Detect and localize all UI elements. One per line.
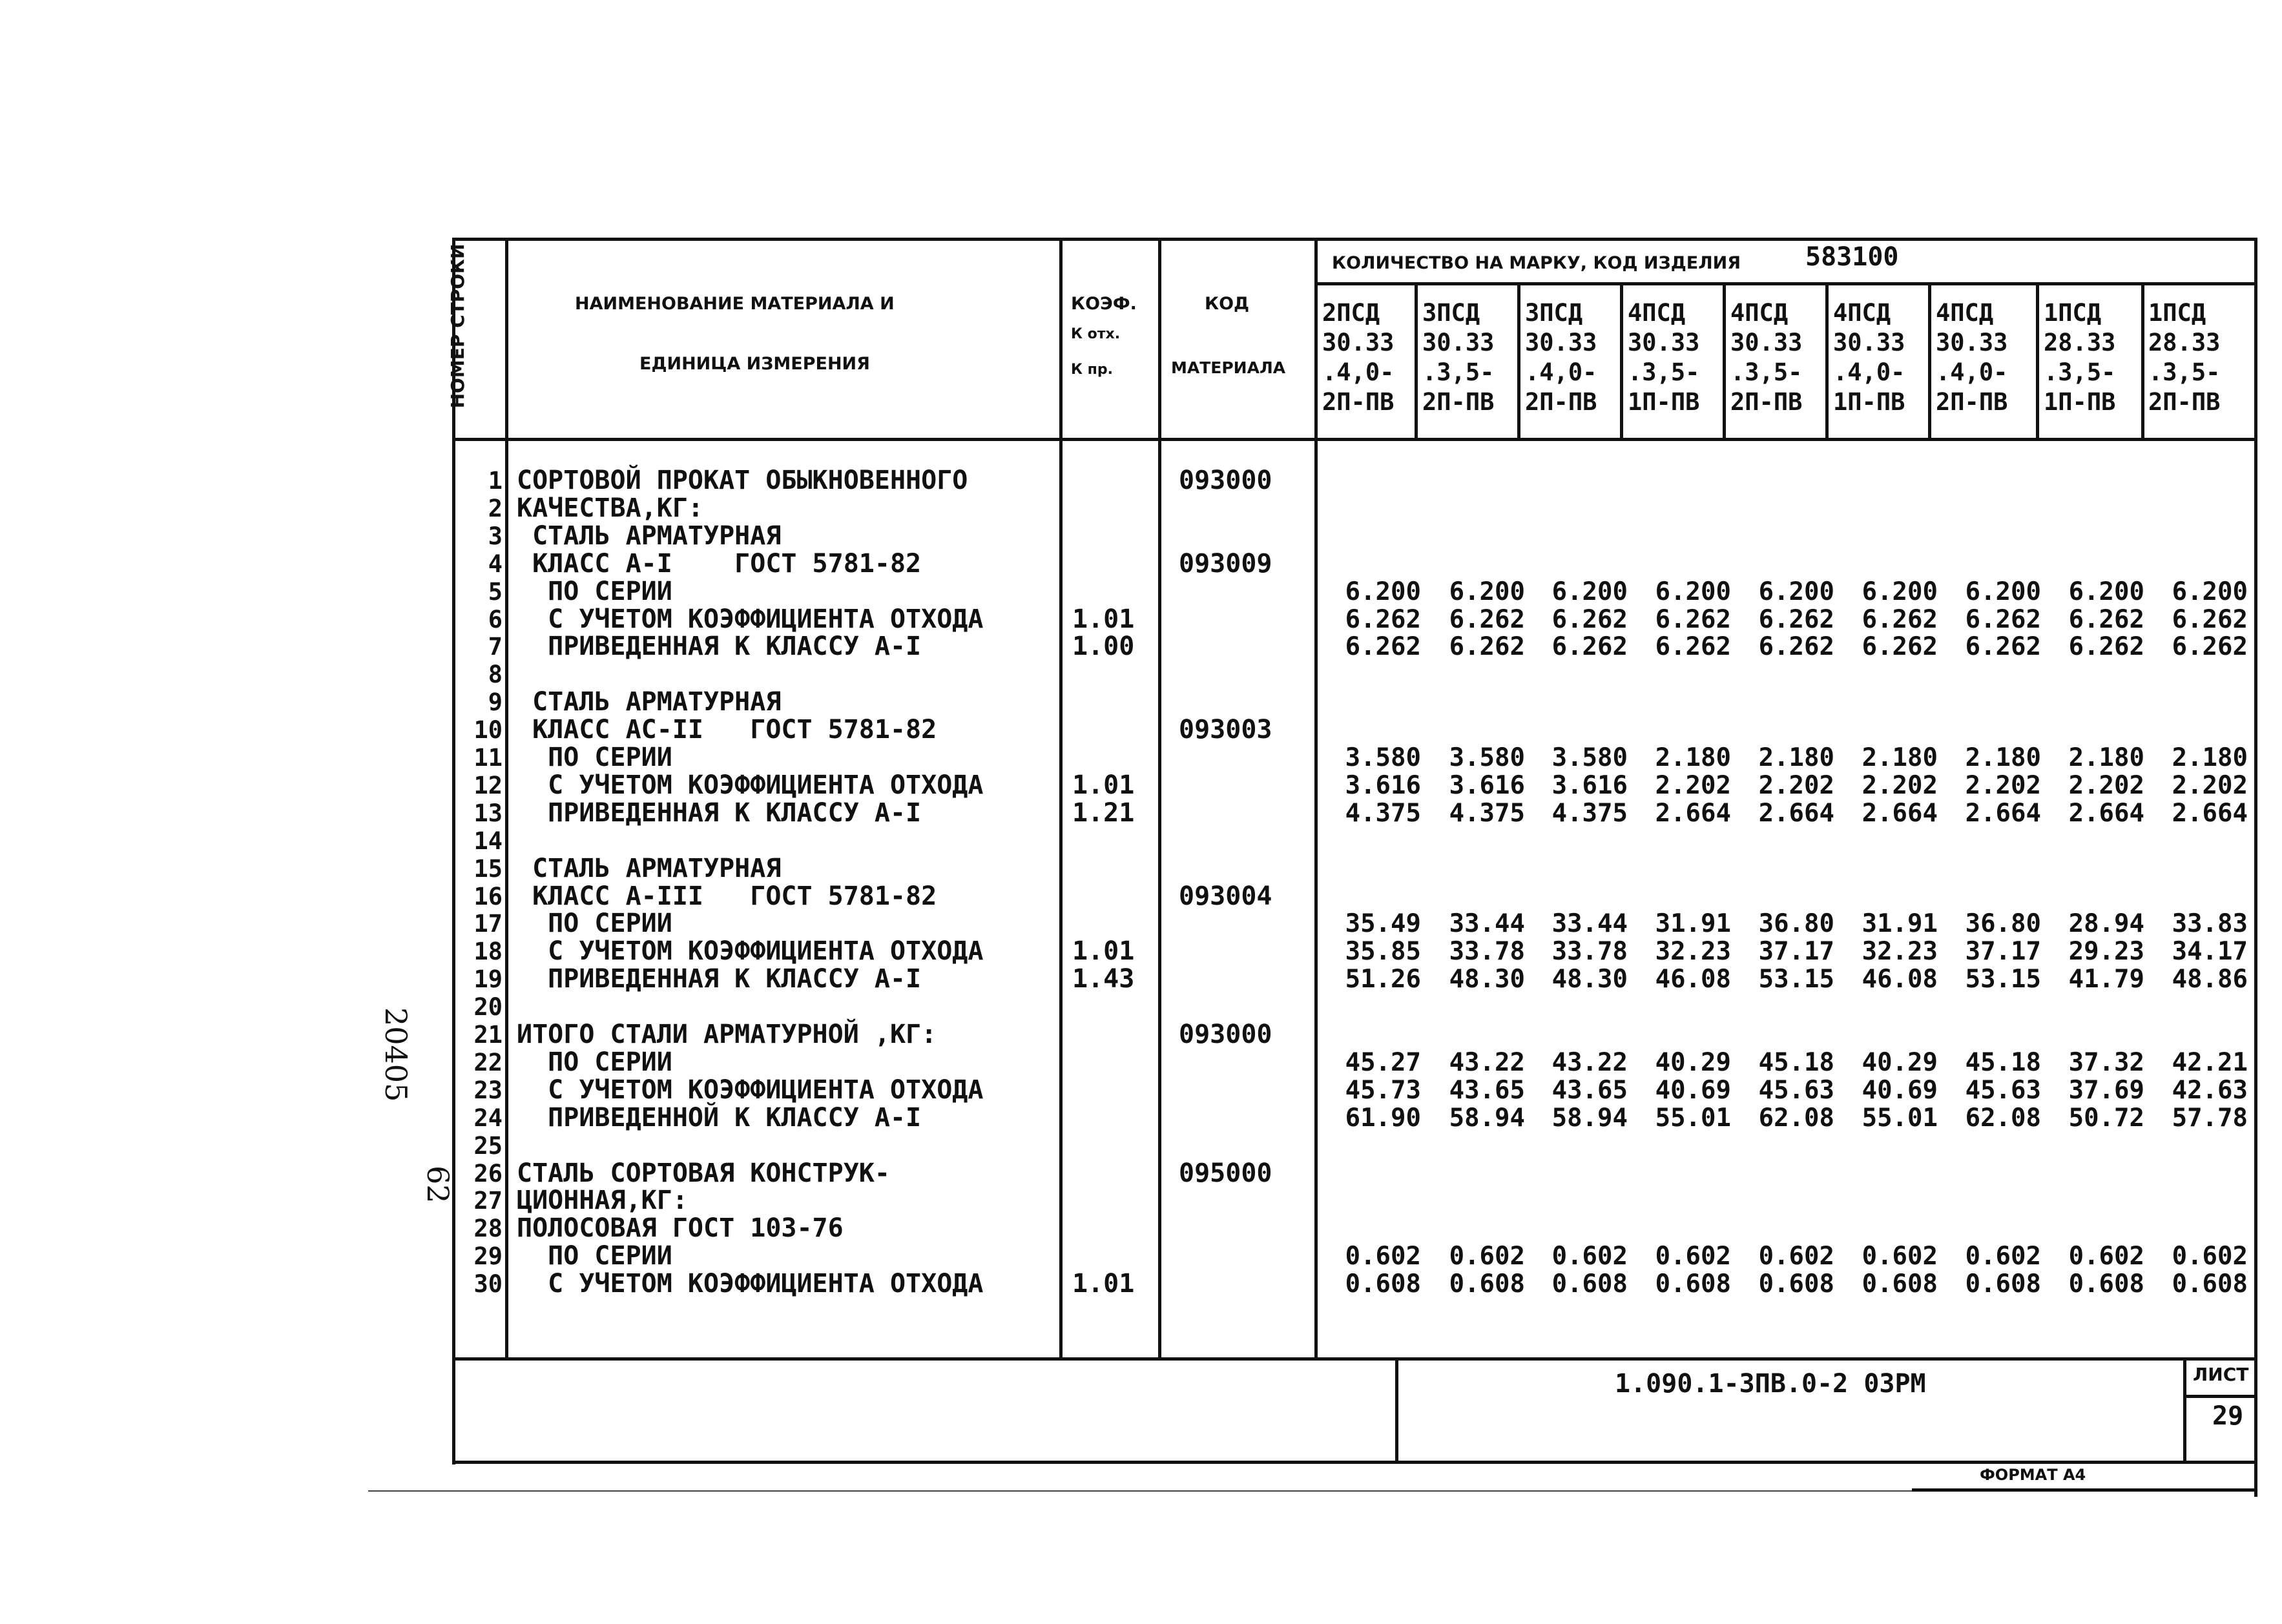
quantity-value: 40.29 bbox=[1862, 1048, 1938, 1077]
scan-edge-line bbox=[368, 1490, 1912, 1492]
quantity-value: 37.32 bbox=[2068, 1048, 2144, 1077]
waste-coefficient: 1.43 bbox=[1072, 964, 1135, 994]
quantity-value: 0.602 bbox=[1449, 1242, 1525, 1271]
material-name: ПРИВЕДЕННОЙ К КЛАССУ А-I bbox=[517, 1103, 922, 1133]
material-name: КАЧЕСТВА,КГ: bbox=[517, 493, 703, 523]
product-code: 583100 bbox=[1805, 242, 1899, 272]
brand-column-header bbox=[1422, 298, 1519, 417]
quantity-value: 53.15 bbox=[1965, 965, 2041, 994]
quantity-value: 6.262 bbox=[1862, 605, 1938, 634]
quantity-value: 0.602 bbox=[1551, 1242, 1628, 1271]
quantity-value: 28.94 bbox=[2068, 909, 2144, 938]
row-number: 4 bbox=[488, 550, 503, 578]
quantity-value: 45.63 bbox=[1758, 1076, 1834, 1105]
quantity-value: 6.262 bbox=[2172, 605, 2248, 634]
quantity-value: 45.18 bbox=[1758, 1048, 1834, 1077]
quantity-value: 32.23 bbox=[1655, 937, 1731, 966]
brand-header-line: 2П-ПВ bbox=[1936, 388, 2008, 416]
format-label: ФОРМАТ А4 bbox=[1980, 1466, 2086, 1484]
brand-header-line: 30.33 bbox=[1525, 329, 1597, 356]
row-number: 24 bbox=[473, 1104, 503, 1132]
quantity-value: 62.08 bbox=[1758, 1104, 1834, 1133]
brand-header-line: 1П-ПВ bbox=[2044, 388, 2116, 416]
sheet-label: ЛИСТ bbox=[2193, 1364, 2249, 1385]
quantity-value: 46.08 bbox=[1862, 965, 1938, 994]
material-name: С УЧЕТОМ КОЭФФИЦИЕНТА ОТХОДА bbox=[517, 604, 984, 634]
quantity-value: 40.69 bbox=[1655, 1076, 1731, 1105]
quantity-value: 0.608 bbox=[1551, 1269, 1628, 1299]
quantity-value: 48.30 bbox=[1449, 965, 1525, 994]
material-code: 093003 bbox=[1179, 715, 1272, 745]
brand-header-line: 1П-ПВ bbox=[1833, 388, 1905, 416]
quantity-value: 31.91 bbox=[1862, 909, 1938, 938]
brand-header-line: 28.33 bbox=[2148, 329, 2221, 356]
margin-page-number: 62 bbox=[420, 1166, 455, 1204]
quantity-value: 0.602 bbox=[1965, 1242, 2041, 1271]
brand-header-line: 28.33 bbox=[2044, 329, 2116, 356]
brand-header-line: 4ПСД bbox=[1833, 299, 1891, 327]
material-name: ПО СЕРИИ bbox=[517, 909, 672, 938]
waste-coefficient: 1.01 bbox=[1072, 936, 1135, 966]
waste-coefficient: 1.00 bbox=[1072, 632, 1135, 661]
quantity-value: 48.86 bbox=[2172, 965, 2248, 994]
quantity-value: 3.616 bbox=[1449, 771, 1525, 800]
brand-header-line: .3,5- bbox=[1730, 358, 1803, 386]
quantity-value: 6.262 bbox=[1655, 632, 1731, 661]
material-code: 093004 bbox=[1179, 881, 1272, 911]
quantity-value: 6.200 bbox=[1758, 577, 1834, 606]
quantity-value: 36.80 bbox=[1965, 909, 2041, 938]
quantity-value: 0.602 bbox=[2172, 1242, 2248, 1271]
quantity-value: 31.91 bbox=[1655, 909, 1731, 938]
material-name: ПО СЕРИИ bbox=[517, 1047, 672, 1077]
brand-header-line: 3ПСД bbox=[1422, 299, 1480, 327]
header-bottom-border bbox=[452, 438, 2257, 441]
brand-header-line: 2П-ПВ bbox=[1422, 388, 1495, 416]
material-code: 093009 bbox=[1179, 549, 1272, 579]
material-name: СТАЛЬ АРМАТУРНАЯ bbox=[517, 521, 782, 551]
material-name: ЦИОННАЯ,КГ: bbox=[517, 1186, 688, 1215]
quantity-value: 57.78 bbox=[2172, 1104, 2248, 1133]
material-name: СТАЛЬ СОРТОВАЯ КОНСТРУК- bbox=[517, 1158, 890, 1188]
quantity-value: 35.85 bbox=[1345, 937, 1421, 966]
brand-header-line: 1ПСД bbox=[2044, 299, 2102, 327]
quantity-value: 2.202 bbox=[2172, 771, 2248, 800]
quantity-value: 34.17 bbox=[2172, 937, 2248, 966]
brand-header-line: .3,5- bbox=[2044, 358, 2116, 386]
quantity-value: 45.73 bbox=[1345, 1076, 1421, 1105]
brand-col-divider-7 bbox=[2036, 282, 2039, 440]
quantity-value: 2.180 bbox=[1758, 743, 1834, 772]
quantity-header-divider bbox=[1314, 282, 2257, 285]
brand-header-line: .4,0- bbox=[1833, 358, 1905, 386]
quantity-value: 0.608 bbox=[1655, 1269, 1731, 1299]
coef-header-line1: КОЭФ. bbox=[1071, 294, 1137, 314]
material-header-line2: ЕДИНИЦА ИЗМЕРЕНИЯ bbox=[639, 354, 870, 374]
quantity-value: 0.608 bbox=[2172, 1269, 2248, 1299]
material-name: ПРИВЕДЕННАЯ К КЛАССУ А-I bbox=[517, 964, 922, 994]
quantity-value: 6.262 bbox=[2068, 632, 2144, 661]
quantity-value: 33.44 bbox=[1551, 909, 1628, 938]
row-number: 29 bbox=[473, 1242, 503, 1270]
material-name: ПРИВЕДЕННАЯ К КЛАССУ А-I bbox=[517, 798, 922, 828]
row-number: 16 bbox=[473, 883, 503, 910]
quantity-value: 6.200 bbox=[1345, 577, 1421, 606]
quantity-value: 43.22 bbox=[1449, 1048, 1525, 1077]
quantity-value: 40.69 bbox=[1862, 1076, 1938, 1105]
quantity-value: 0.602 bbox=[1655, 1242, 1731, 1271]
material-code: 093000 bbox=[1179, 466, 1272, 495]
brand-column-header bbox=[1322, 298, 1419, 417]
material-name: СТАЛЬ АРМАТУРНАЯ bbox=[517, 687, 782, 717]
quantity-value: 6.200 bbox=[1965, 577, 2041, 606]
row-number: 2 bbox=[488, 495, 503, 522]
brand-header-line: 30.33 bbox=[1936, 329, 2008, 356]
quantity-value: 6.200 bbox=[1862, 577, 1938, 606]
waste-coefficient: 1.01 bbox=[1072, 604, 1135, 634]
quantity-value: 6.200 bbox=[1449, 577, 1525, 606]
quantity-value: 6.262 bbox=[1449, 632, 1525, 661]
quantity-value: 0.608 bbox=[2068, 1269, 2144, 1299]
brand-header-line: 30.33 bbox=[1422, 329, 1495, 356]
row-number: 5 bbox=[488, 578, 503, 606]
quantity-value: 42.21 bbox=[2172, 1048, 2248, 1077]
brand-header-line: .4,0- bbox=[1936, 358, 2008, 386]
quantity-value: 2.180 bbox=[1862, 743, 1938, 772]
row-number: 7 bbox=[488, 633, 503, 661]
quantity-value: 37.69 bbox=[2068, 1076, 2144, 1105]
quantity-value: 2.202 bbox=[1965, 771, 2041, 800]
row-number: 3 bbox=[488, 522, 503, 550]
material-code: 093000 bbox=[1179, 1020, 1272, 1049]
quantity-value: 6.262 bbox=[1655, 605, 1731, 634]
quantity-value: 35.49 bbox=[1345, 909, 1421, 938]
quantity-value: 6.262 bbox=[1862, 632, 1938, 661]
quantity-value: 6.200 bbox=[2172, 577, 2248, 606]
coef-header-line2: К отх. bbox=[1071, 326, 1121, 342]
table-right-border bbox=[2254, 238, 2257, 1497]
row-number: 8 bbox=[488, 661, 503, 688]
quantity-value: 6.262 bbox=[1551, 605, 1628, 634]
quantity-value: 6.262 bbox=[2172, 632, 2248, 661]
brand-header-line: 1П-ПВ bbox=[1628, 388, 1700, 416]
material-name: С УЧЕТОМ КОЭФФИЦИЕНТА ОТХОДА bbox=[517, 770, 984, 800]
footer-left-block-divider bbox=[1395, 1357, 1398, 1464]
quantity-value: 6.262 bbox=[1345, 605, 1421, 634]
brand-column-header bbox=[2044, 298, 2141, 417]
quantity-value: 43.22 bbox=[1551, 1048, 1628, 1077]
quantity-value: 42.63 bbox=[2172, 1076, 2248, 1105]
quantity-value: 6.262 bbox=[1551, 632, 1628, 661]
body-bottom-border bbox=[452, 1357, 2257, 1361]
brand-header-line: 1ПСД bbox=[2148, 299, 2206, 327]
row-number: 28 bbox=[473, 1215, 503, 1242]
quantity-value: 41.79 bbox=[2068, 965, 2144, 994]
quantity-value: 58.94 bbox=[1449, 1104, 1525, 1133]
footer-bottom-border bbox=[452, 1461, 2257, 1464]
quantity-value: 55.01 bbox=[1655, 1104, 1731, 1133]
code-header-line1: КОД bbox=[1205, 294, 1250, 314]
quantity-value: 2.202 bbox=[1862, 771, 1938, 800]
quantity-value: 62.08 bbox=[1965, 1104, 2041, 1133]
coef-header-line3: К пр. bbox=[1071, 362, 1113, 378]
brand-header-line: 2ПСД bbox=[1322, 299, 1380, 327]
row-number: 1 bbox=[488, 467, 503, 495]
quantity-value: 43.65 bbox=[1449, 1076, 1525, 1105]
quantity-value: 61.90 bbox=[1345, 1104, 1421, 1133]
row-number: 14 bbox=[473, 827, 503, 855]
row-number: 21 bbox=[473, 1021, 503, 1049]
quantity-value: 45.27 bbox=[1345, 1048, 1421, 1077]
quantity-value: 2.664 bbox=[1655, 799, 1731, 828]
quantity-value: 6.262 bbox=[2068, 605, 2144, 634]
quantity-value: 33.78 bbox=[1551, 937, 1628, 966]
quantity-value: 0.608 bbox=[1862, 1269, 1938, 1299]
margin-stamp-number: 20405 bbox=[379, 1007, 413, 1102]
quantity-value: 37.17 bbox=[1965, 937, 2041, 966]
row-number: 9 bbox=[488, 688, 503, 716]
row-number: 22 bbox=[473, 1049, 503, 1076]
row-number: 20 bbox=[473, 993, 503, 1021]
brand-col-divider-8 bbox=[2141, 282, 2144, 440]
brand-header-line: .3,5- bbox=[2148, 358, 2221, 386]
material-header-line1: НАИМЕНОВАНИЕ МАТЕРИАЛА И bbox=[575, 294, 895, 314]
coef-column-divider bbox=[1158, 238, 1161, 1360]
material-name: ПОЛОСОВАЯ ГОСТ 103-76 bbox=[517, 1213, 844, 1243]
quantity-value: 33.44 bbox=[1449, 909, 1525, 938]
row-number: 10 bbox=[473, 716, 503, 744]
quantity-value: 2.664 bbox=[2068, 799, 2144, 828]
material-name: СТАЛЬ АРМАТУРНАЯ bbox=[517, 854, 782, 883]
quantity-value: 43.65 bbox=[1551, 1076, 1628, 1105]
quantity-value: 4.375 bbox=[1345, 799, 1421, 828]
material-name: С УЧЕТОМ КОЭФФИЦИЕНТА ОТХОДА bbox=[517, 1075, 984, 1105]
material-name: КЛАСС АС-II ГОСТ 5781-82 bbox=[517, 715, 937, 745]
quantity-value: 45.63 bbox=[1965, 1076, 2041, 1105]
row-number: 18 bbox=[473, 938, 503, 965]
quantity-value: 0.602 bbox=[2068, 1242, 2144, 1271]
row-number: 19 bbox=[473, 965, 503, 993]
quantity-value: 0.602 bbox=[1862, 1242, 1938, 1271]
quantity-value: 50.72 bbox=[2068, 1104, 2144, 1133]
brand-header-line: 4ПСД bbox=[1936, 299, 1994, 327]
material-name: СОРТОВОЙ ПРОКАТ ОБЫКНОВЕННОГО bbox=[517, 466, 968, 495]
quantity-value: 0.608 bbox=[1965, 1269, 2041, 1299]
quantity-value: 2.202 bbox=[1758, 771, 1834, 800]
row-number: 27 bbox=[473, 1187, 503, 1215]
brand-header-line: 30.33 bbox=[1730, 329, 1803, 356]
quantity-value: 4.375 bbox=[1551, 799, 1628, 828]
brand-column-header bbox=[2148, 298, 2245, 417]
quantity-value: 2.664 bbox=[1758, 799, 1834, 828]
row-number-header: НОМЕР СТРОКИ bbox=[447, 243, 468, 409]
quantity-value: 6.262 bbox=[1758, 632, 1834, 661]
quantity-value: 32.23 bbox=[1862, 937, 1938, 966]
quantity-header: КОЛИЧЕСТВО НА МАРКУ, КОД ИЗДЕЛИЯ bbox=[1332, 253, 1741, 273]
format-bottom-border bbox=[1912, 1488, 2257, 1492]
material-name: КЛАСС А-I ГОСТ 5781-82 bbox=[517, 549, 922, 579]
row-number: 6 bbox=[488, 606, 503, 633]
quantity-value: 6.262 bbox=[1449, 605, 1525, 634]
row-number: 17 bbox=[473, 910, 503, 938]
row-number: 23 bbox=[473, 1076, 503, 1104]
quantity-value: 40.29 bbox=[1655, 1048, 1731, 1077]
quantity-value: 36.80 bbox=[1758, 909, 1834, 938]
material-name: С УЧЕТОМ КОЭФФИЦИЕНТА ОТХОДА bbox=[517, 1269, 984, 1299]
rownum-column-divider bbox=[505, 238, 508, 1360]
brand-header-line: 4ПСД bbox=[1730, 299, 1789, 327]
sheet-number: 29 bbox=[2212, 1401, 2244, 1431]
quantity-value: 33.83 bbox=[2172, 909, 2248, 938]
quantity-value: 6.262 bbox=[1345, 632, 1421, 661]
material-code: 095000 bbox=[1179, 1158, 1272, 1188]
brand-header-line: 3ПСД bbox=[1525, 299, 1583, 327]
quantity-value: 2.180 bbox=[1655, 743, 1731, 772]
row-number: 15 bbox=[473, 855, 503, 883]
material-name: С УЧЕТОМ КОЭФФИЦИЕНТА ОТХОДА bbox=[517, 936, 984, 966]
code-header-line2: МАТЕРИАЛА bbox=[1171, 358, 1286, 377]
quantity-value: 6.262 bbox=[1965, 605, 2041, 634]
quantity-value: 4.375 bbox=[1449, 799, 1525, 828]
quantity-value: 3.580 bbox=[1551, 743, 1628, 772]
quantity-value: 2.664 bbox=[2172, 799, 2248, 828]
quantity-value: 58.94 bbox=[1551, 1104, 1628, 1133]
quantity-value: 46.08 bbox=[1655, 965, 1731, 994]
quantity-value: 48.30 bbox=[1551, 965, 1628, 994]
quantity-value: 2.180 bbox=[2068, 743, 2144, 772]
table-top-border bbox=[452, 238, 2257, 241]
material-name: ИТОГО СТАЛИ АРМАТУРНОЙ ,КГ: bbox=[517, 1020, 937, 1049]
brand-header-line: 30.33 bbox=[1833, 329, 1905, 356]
row-number: 13 bbox=[473, 799, 503, 827]
material-column-divider bbox=[1059, 238, 1063, 1360]
waste-coefficient: 1.21 bbox=[1072, 798, 1135, 828]
quantity-value: 6.200 bbox=[2068, 577, 2144, 606]
material-name: ПРИВЕДЕННАЯ К КЛАССУ А-I bbox=[517, 632, 922, 661]
brand-header-line: 4ПСД bbox=[1628, 299, 1686, 327]
row-number: 12 bbox=[473, 772, 503, 799]
brand-header-line: 2П-ПВ bbox=[1525, 388, 1597, 416]
brand-column-header bbox=[1936, 298, 2033, 417]
brand-column-header bbox=[1730, 298, 1827, 417]
quantity-value: 0.602 bbox=[1345, 1242, 1421, 1271]
brand-header-line: 30.33 bbox=[1322, 329, 1395, 356]
row-number: 25 bbox=[473, 1132, 503, 1160]
brand-header-line: 2П-ПВ bbox=[1322, 388, 1395, 416]
brand-column-header bbox=[1628, 298, 1725, 417]
quantity-value: 0.608 bbox=[1345, 1269, 1421, 1299]
material-name: ПО СЕРИИ bbox=[517, 1241, 672, 1271]
brand-header-line: 2П-ПВ bbox=[1730, 388, 1803, 416]
brand-header-line: .3,5- bbox=[1628, 358, 1700, 386]
row-number: 11 bbox=[473, 744, 503, 772]
quantity-value: 2.180 bbox=[1965, 743, 2041, 772]
doc-code: 1.090.1-3ПВ.0-2 03РМ bbox=[1615, 1369, 1926, 1399]
footer-sheet-label-divider bbox=[2183, 1395, 2257, 1398]
quantity-value: 0.608 bbox=[1449, 1269, 1525, 1299]
waste-coefficient: 1.01 bbox=[1072, 1269, 1135, 1299]
quantity-value: 2.202 bbox=[1655, 771, 1731, 800]
quantity-value: 6.200 bbox=[1551, 577, 1628, 606]
quantity-value: 51.26 bbox=[1345, 965, 1421, 994]
brand-header-line: .4,0- bbox=[1322, 358, 1395, 386]
quantity-value: 3.580 bbox=[1449, 743, 1525, 772]
brand-column-header bbox=[1525, 298, 1622, 417]
quantity-value: 6.262 bbox=[1758, 605, 1834, 634]
brand-header-line: 2П-ПВ bbox=[2148, 388, 2221, 416]
material-name: КЛАСС А-III ГОСТ 5781-82 bbox=[517, 881, 937, 911]
brand-header-line: .3,5- bbox=[1422, 358, 1495, 386]
quantity-value: 6.262 bbox=[1965, 632, 2041, 661]
quantity-value: 53.15 bbox=[1758, 965, 1834, 994]
quantity-value: 33.78 bbox=[1449, 937, 1525, 966]
quantity-value: 37.17 bbox=[1758, 937, 1834, 966]
quantity-value: 2.664 bbox=[1862, 799, 1938, 828]
quantity-value: 0.602 bbox=[1758, 1242, 1834, 1271]
footer-sheet-divider bbox=[2183, 1357, 2186, 1464]
waste-coefficient: 1.01 bbox=[1072, 770, 1135, 800]
material-name: ПО СЕРИИ bbox=[517, 577, 672, 606]
material-name: ПО СЕРИИ bbox=[517, 743, 672, 772]
quantity-value: 45.18 bbox=[1965, 1048, 2041, 1077]
quantity-value: 2.180 bbox=[2172, 743, 2248, 772]
quantity-value: 2.664 bbox=[1965, 799, 2041, 828]
brand-header-line: 30.33 bbox=[1628, 329, 1700, 356]
quantity-value: 3.616 bbox=[1551, 771, 1628, 800]
quantity-value: 2.202 bbox=[2068, 771, 2144, 800]
brand-column-header bbox=[1833, 298, 1930, 417]
quantity-value: 29.23 bbox=[2068, 937, 2144, 966]
quantity-value: 55.01 bbox=[1862, 1104, 1938, 1133]
row-number: 26 bbox=[473, 1160, 503, 1187]
quantity-value: 0.608 bbox=[1758, 1269, 1834, 1299]
row-number: 30 bbox=[473, 1270, 503, 1298]
quantity-value: 6.200 bbox=[1655, 577, 1731, 606]
quantity-value: 3.616 bbox=[1345, 771, 1421, 800]
brand-header-line: .4,0- bbox=[1525, 358, 1597, 386]
quantity-value: 3.580 bbox=[1345, 743, 1421, 772]
